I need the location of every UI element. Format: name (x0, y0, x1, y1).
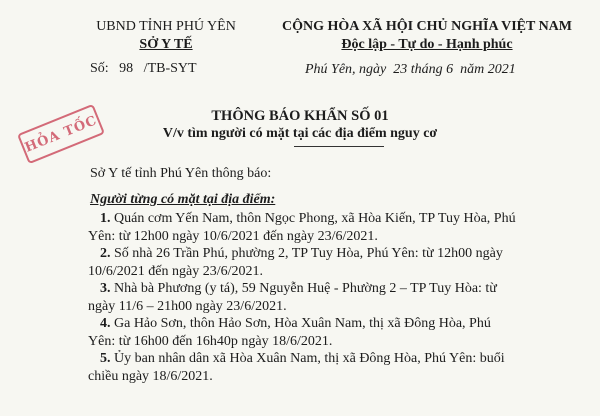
section-heading: Người từng có mặt tại địa điểm: (90, 192, 276, 207)
list-item (88, 245, 600, 280)
item-number: 1. (100, 211, 111, 226)
list-item (88, 350, 600, 385)
location-list (88, 210, 600, 385)
list-item-line (88, 350, 600, 368)
list-item (88, 280, 600, 315)
national-motto: Độc lập - Tự do - Hạnh phúc (341, 37, 513, 52)
list-item-line: 10/6/2021 đến ngày 23/6/2021. (88, 263, 263, 279)
issuing-authority (76, 18, 256, 54)
department-name: SỞ Y TẾ (139, 37, 193, 52)
province-committee: UBND TỈNH PHÚ YÊN (96, 19, 236, 34)
document-title: THÔNG BÁO KHẨN SỐ 01 (211, 108, 389, 124)
list-item (88, 210, 600, 245)
subtitle-divider (294, 146, 384, 147)
item-text: Ga Hảo Sơn, thôn Hảo Sơn, Hòa Xuân Nam, thị xã Đông Hòa, Phú (114, 316, 491, 331)
list-item-line (88, 280, 600, 298)
intro-text: Sở Y tế tỉnh Phú Yên thông báo: (90, 166, 272, 181)
nation-name: CỘNG HÒA XÃ HỘI CHỦ NGHĨA VIỆT NAM (281, 19, 572, 34)
list-item-line: chiều ngày 18/6/2021. (88, 368, 213, 384)
document-subtitle: V/v tìm người có mặt tại các địa điểm nguy cơ (162, 126, 438, 141)
national-header (262, 18, 592, 54)
list-item-line: ngày 11/6 – 21h00 ngày 23/6/2021. (88, 298, 287, 314)
item-number: 5. (100, 351, 111, 366)
item-text: Số nhà 26 Trần Phú, phường 2, TP Tuy Hòa, Phú Yên: từ 12h00 ngày (114, 246, 503, 261)
list-item-line (88, 315, 600, 333)
item-text: Quán cơm Yến Nam, thôn Ngọc Phong, xã Hòa Kiến, TP Tuy Hòa, Phú (114, 211, 516, 226)
document-number: Số: 98 /TB-SYT (90, 61, 197, 76)
list-item-line: Yên: từ 12h00 ngày 10/6/2021 đến ngày 23/6/2021. (88, 228, 378, 244)
list-item (88, 315, 600, 350)
list-item-line (88, 210, 600, 228)
list-item-line: Yên: từ 16h00 đến 16h40p ngày 18/6/2021. (88, 333, 333, 349)
urgent-stamp: HỎA TỐC (17, 104, 105, 164)
item-text: Nhà bà Phương (y tá), 59 Nguyễn Huệ - Phường 2 – TP Tuy Hòa: từ (114, 281, 497, 296)
item-number: 4. (100, 316, 111, 331)
item-number: 2. (100, 246, 111, 261)
item-number: 3. (100, 281, 111, 296)
item-text: Ủy ban nhân dân xã Hòa Xuân Nam, thị xã Đông Hòa, Phú Yên: buổi (114, 351, 505, 366)
list-item-line (88, 245, 600, 263)
place-and-date: Phú Yên, ngày 23 tháng 6 năm 2021 (305, 62, 516, 77)
